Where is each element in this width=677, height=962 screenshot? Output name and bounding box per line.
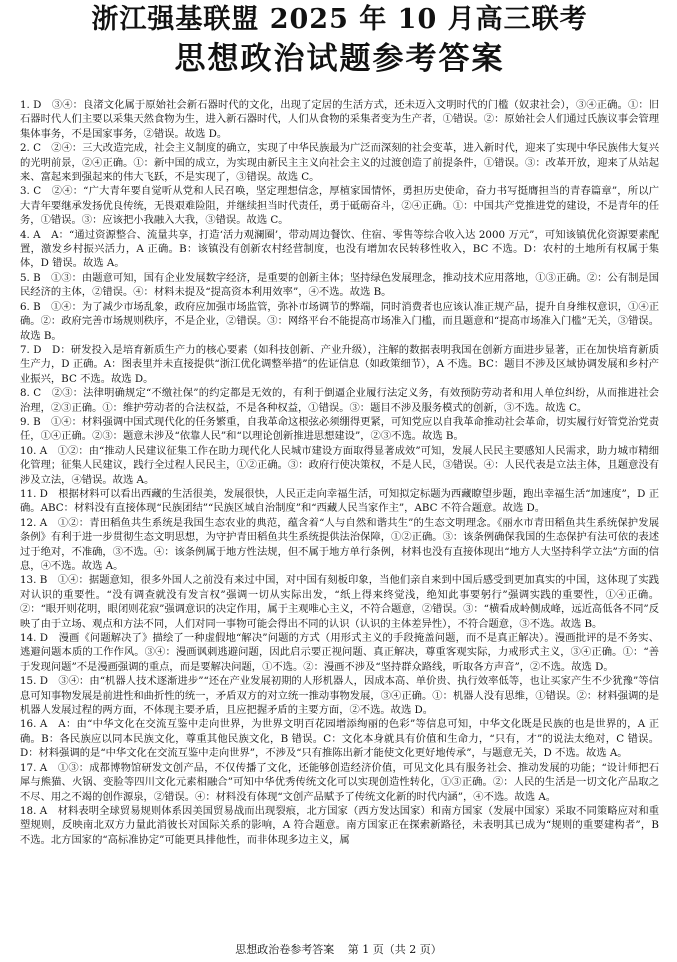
answer-item-7: 7. D D：研发投入是培育新质生产力的核心要素（如科技创新、产业升级），注解的数据表明我国在创新方面进步显著，正在加快培育新质生产力，D 正确。A：图表里并未直接提供“浙江优化调整举措”的佐证信息（如政策细节），A 不选。BC：题目不涉及区域协调发展和乡村产业振兴，BC 不选。故选 D。 [20, 343, 659, 385]
answer-item-10: 10. A ①②：由“推动人民建议征集工作在助力现代化人民城市建设方面取得显著成效”可知，发展人民民主要感知人民需求，助力城市精细化管理；征集人民建议，践行全过程人民民主，①②正确。③：政府行使决策权，不是人民，③错误。④：人民代表是立法主体，且题意没有涉及立法，④错误。故选 A。 [20, 444, 659, 486]
answer-item-11: 11. D 根据材料可以看出西藏的生活很美，发展很快，人民正走向幸福生活，可知拟定标题为西藏瞭望步题，跑出幸福生活“加速度”，D 正确。ABC：材料没有直接体现“民族团结”“民族区域自治制度”和“西藏人民当家作主”，ABC 不符合题意。故选 D。 [20, 487, 659, 515]
answer-item-15: 15. D ③④：由“机器人技术逐渐进步”“还在产业发展初期的人形机器人，因成本高、单价贵、执行效率低等，也让买家产生不少犹豫”等信息可知事物发展是前进性和曲折性的统一，矛盾双方的对立统一推动事物发展，③④正确。①：机器人没有思维，①错误。②：材料强调的是机器人发展过程的两方面，不体现主要矛盾，且应把握矛盾的主要方面，②不选。故选 D。 [20, 675, 659, 717]
exam-title: 浙江强基联盟 2025 年 10 月高三联考 [91, 4, 588, 35]
answer-list [20, 98, 659, 847]
document-header [20, 0, 659, 80]
document-title: 思想政治试题参考答案 [174, 41, 505, 77]
answer-item-13: 13. B ①④：据题意知，很多外国人之前没有来过中国，对中国有刻板印象，当他们亲自来到中国后感受到更加真实的中国，这体现了实践对认识的重要性。“没有调查就没有发言权”强调一切从实际出发，“纸上得来终觉浅，绝知此事要躬行”强调实践的重要性，①④正确。②：“眼开则花明，眼闭则花寂”强调意识的决定作用，属于主观唯心主义，不符合题意，②错误。③：“横看成岭侧成峰，远近高低各不同”反映了由于立场、观点和方法不同，人们对同一事物可能会得出不同的认识（认识的主体差异性），不符合题意，③不选。故选 B。 [20, 574, 659, 630]
answer-item-8: 8. C ②③：法律明确规定“不缴社保”的约定都是无效的，有利于倒逼企业履行法定义务，有效预防劳动者和用人单位纠纷，从而推进社会治理，②③正确。①：维护劳动者的合法权益，不是各种权益，①错误。③：题目不涉及服务模式的创新，③不选。故选 C。 [20, 387, 659, 414]
answer-item-16: 16. A A：由“中华文化在交流互鉴中走向世界，为世界文明百花园增添绚丽的色彩”等信息可知，中华文化既是民族的也是世界的，A 正确。B：各民族应以同本民族文化，尊重其他民族文化，B 错误。C：文化本身就具有价值和生命力，“只有，才”的说法太绝对，C 错误。D：材料强调的是“中华文化在交流互鉴中走向世界”，不涉及“只有推陈出新才能使文化更好地传承”，与题意无关，D 不选。故选 A。 [20, 718, 659, 760]
answer-item-18: 18. A 材料表明全球贸易规则体系因美国贸易战而出现裂痕，北方国家（西方发达国家）和南方国家（发展中国家）采取不同策略应对和重塑规则，反映南北双方力量此消彼长对国际关系的影响，A 符合题意。南方国家正在探索新路径，未表明其已成为“规则的重要建构者”，B 不选。北方国家的“高标准协定”可能更具排他性，而非体现多边主义，属 [20, 804, 659, 846]
page-number: 第 1 页（共 2 页） [347, 943, 442, 956]
footer-label: 思想政治卷参考答案 [235, 943, 335, 956]
answer-item-2: 2. C ②④：三大改造完成，社会主义制度的确立，实现了中华民族最为广泛而深刻的社会变革，进入新时代，迎来了实现中华民族伟大复兴的光明前景，②④正确。①：新中国的成立，为实现由新民主主义向社会主义的过渡创造了前提条件，①错误。③：改革开放，迎来了从站起来、富起来到强起来的伟大飞跃，不是实现了，③错误。故选 C。 [20, 142, 659, 184]
answer-item-3: 3. C ②④：“广大青年要自觉听从党和人民召唤，坚定理想信念，厚植家国情怀，勇担历史使命，奋力书写挺膺担当的青春篇章”，所以广大青年要继承发扬优良传统，无畏艰难险阻，并继续担当时代责任，勇于砥砺奋斗，②④正确。①：中国共产党推进党的建设，不是青年的任务，①错误。③：应该把小我融入大我，③错误。故选 C。 [20, 185, 659, 227]
answer-item-4: 4. A A：“通过资源整合、流量共享，打造‘活力观澜圈’，带动周边餐饮、住宿、零售等综合收入达 2000 万元”，可知该镇优化资源要素配置，激发乡村振兴活力，A 正确。B：该镇没有创新农村经营制度，也没有增加农民转移性收入，BC 不选。D：农村的土地所有权属于集体，D 错误。故选 A。 [20, 228, 659, 270]
answer-item-14: 14. D 漫画《问题解决了》描绘了一种虚假地“解决”问题的方式（用形式主义的手段掩盖问题，而不是真正解决）。漫画批评的是不务实、逃避问题本质的工作作风。③④：漫画讽刺逃避问题，因此启示要正视问题、真正解决，尊重客观实际，力戒形式主义，③④正确。①：“善于发现问题”不是漫画强调的重点，而是要解决问题，①不选。②：漫画不涉及“坚持群众路线，听取各方声音”，②不选。故选 D。 [20, 632, 659, 673]
answer-item-12: 12. A ①②：青田稻鱼共生系统是我国生态农业的典范，蕴含着“人与自然和谐共生”的生态文明理念。《丽水市青田稻鱼共生系统保护发展条例》有利于进一步贯彻生态文明思想，为守护青田稻鱼共生系统提供法治保障，①②正确。③：该条例确保我国的生态保护有法可依的表述过于绝对，不准确，③不选。④：该条例属于地方性法规，但不属于地方单行条例，材料也没有直接体现出“地方人大坚持科学立法”方面的信息，④不选。故选 A。 [20, 516, 659, 572]
answer-item-17: 17. A ①③：成都博物馆研发文创产品，不仅传播了文化，还能够创造经济价值，可见文化具有服务社会、推动发展的功能；“设计师把石犀与熊猫、火锅、变脸等四川文化元素相融合”可知中华优秀传统文化可以实现创造性转化，①③正确。②：人民的生活是一切文化产品取之不尽、用之不竭的创作源泉，②错误。④：材料没有体现“文创产品赋予了传统文化新的时代内涵”，④不选。故选 A。 [20, 761, 659, 803]
answer-item-9: 9. B ①④：材料强调中国式现代化的任务繁重，自我革命这根弦必须绷得更紧，可知党应以自我革命推动社会革命，切实履行好管党治党责任，①④正确。②③：题意未涉及“依靠人民”和“以理论创新推进思想建设”，②③不选。故选 B。 [20, 415, 659, 443]
answer-item-1: 1. D ③④：良渚文化属于原始社会新石器时代的文化，出现了定居的生活方式，还未迈入文明时代的门槛（奴隶社会），③④正确。①：旧石器时代人们主要以采集天然食物为生，进入新石器时代，人们从食物的采集者变为生产者，①错误。②：原始社会人们通过氏族议事会管理集体事务，不是国家事务，②错误。故选 D。 [20, 99, 659, 140]
answer-item-6: 6. B ①④：为了减少市场乱象，政府应加强市场监管，弥补市场调节的弊端，同时消费者也应该认准正规产品，提升自身维权意识，①④正确。②：政府完善市场规则秩序，不是企业，②错误。③：网络平台不能提高市场准入门槛，而且题意和“提高市场准入门槛”无关，③错误。故选 B。 [20, 300, 659, 342]
page-footer [0, 943, 677, 957]
answer-item-5: 5. B ①③：由题意可知，国有企业发展数字经济，是重要的创新主体；坚持绿色发展理念，推动技术应用落地，①③正确。②：公有制是国民经济的主体，②错误。④：材料未提及“提高资本利用效率”，④不选。故选 B。 [20, 271, 659, 299]
